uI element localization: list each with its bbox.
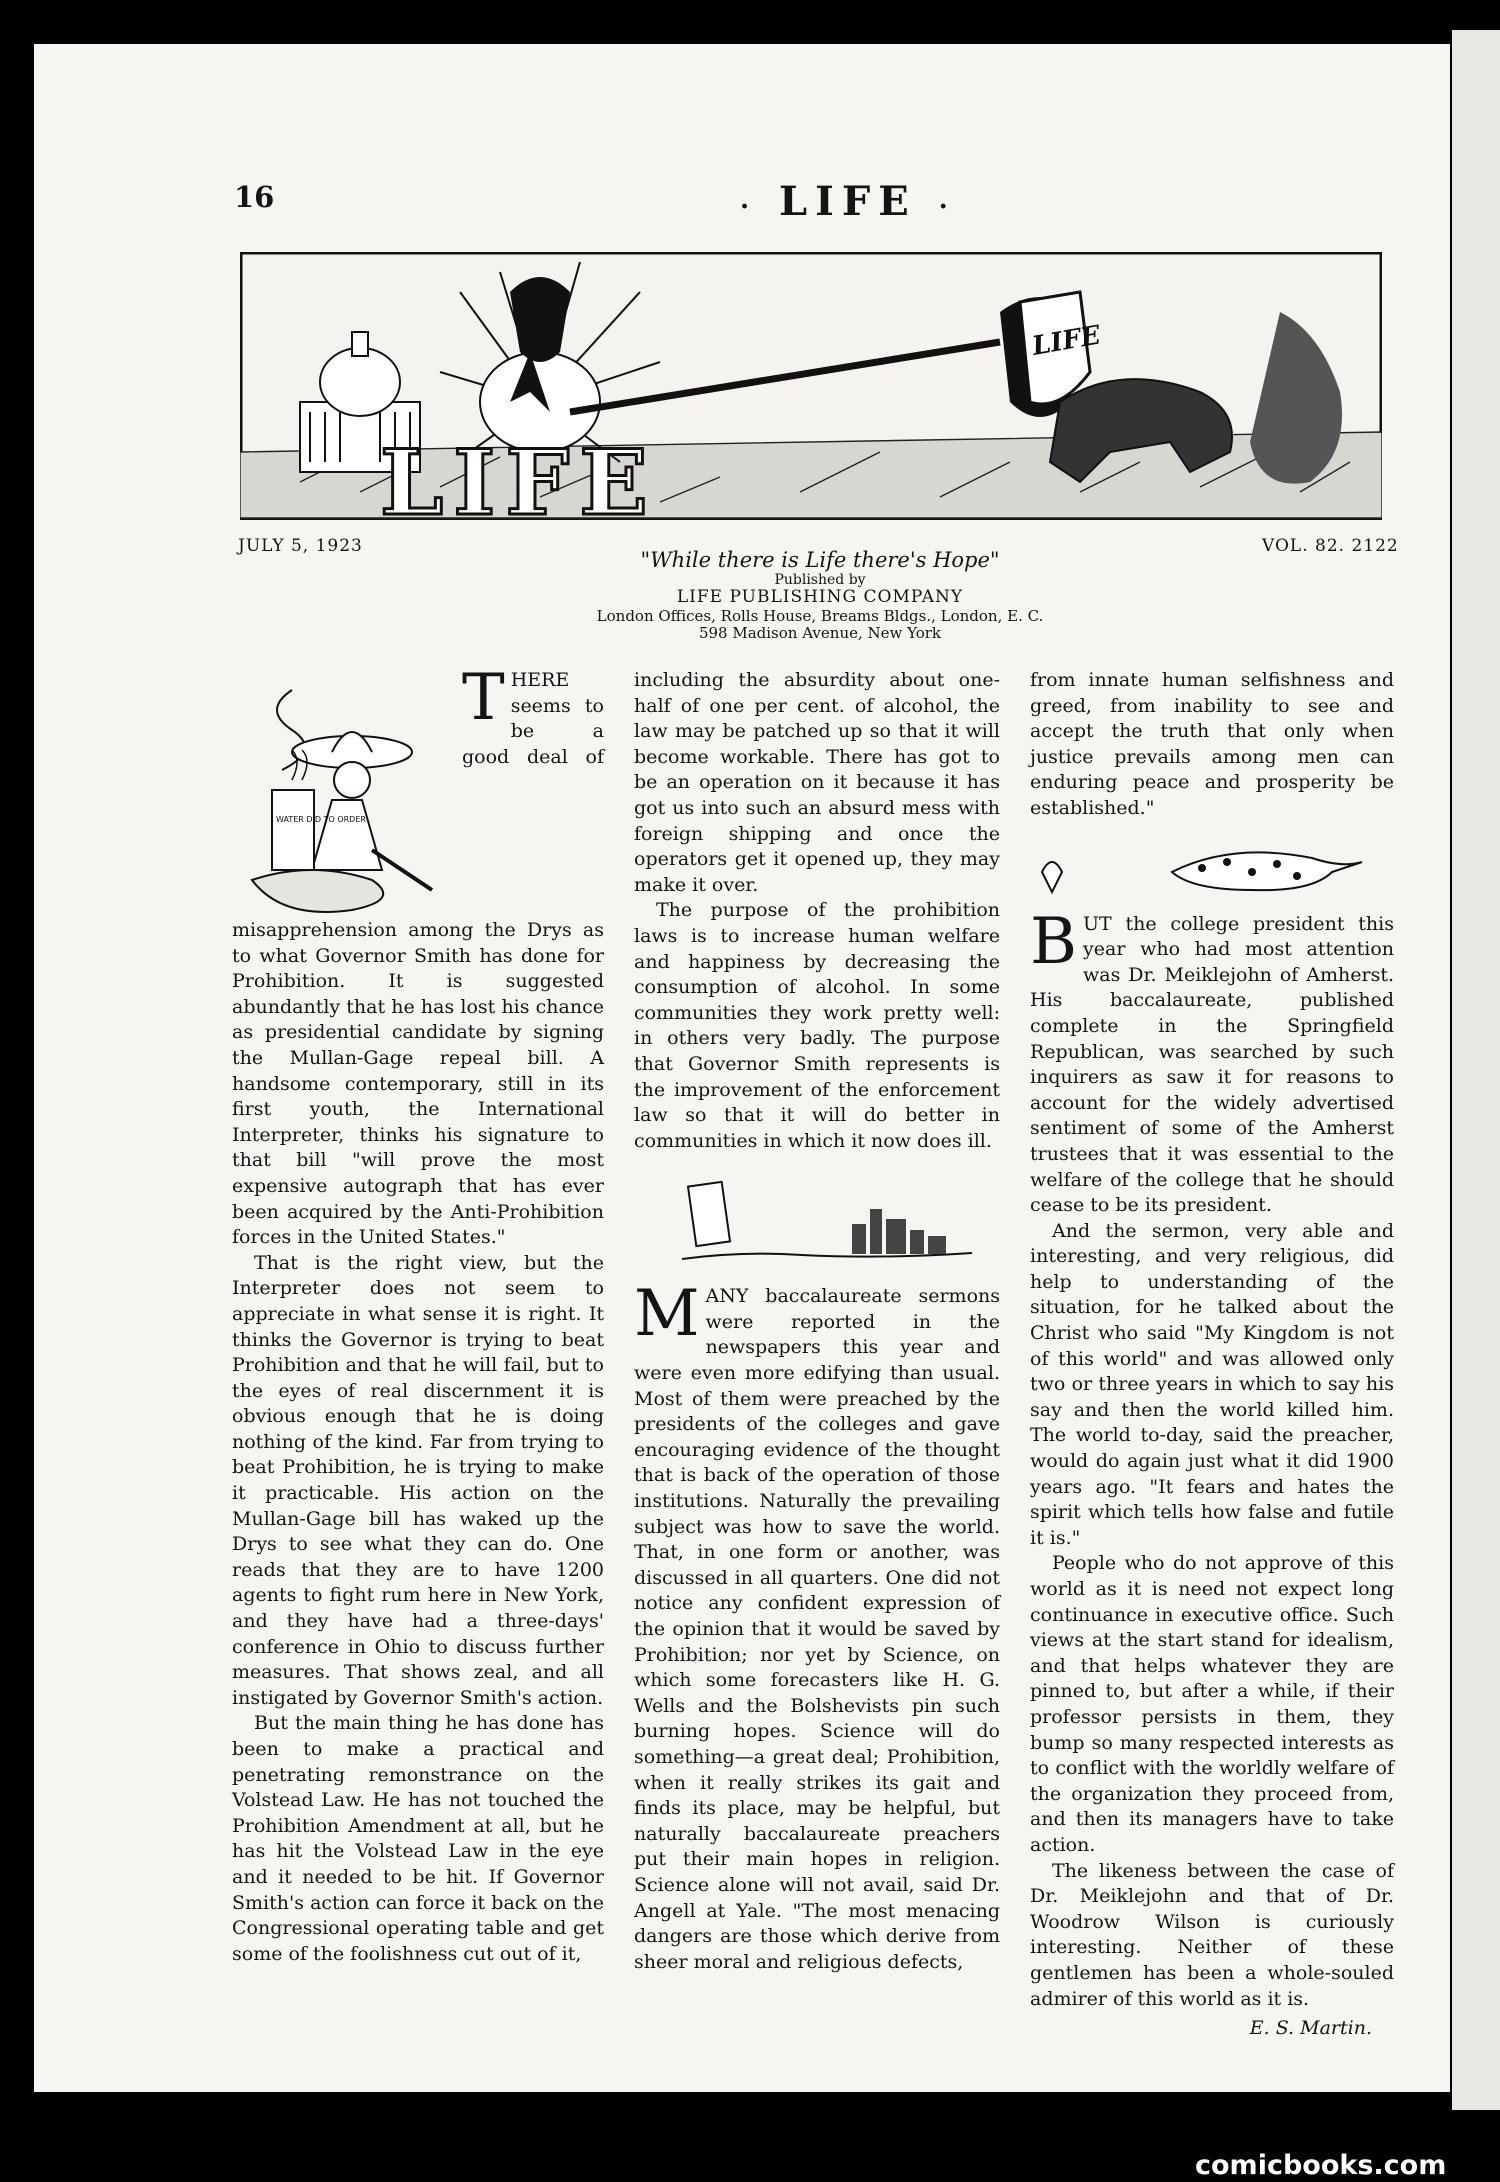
masthead	[320, 548, 1320, 642]
dropcap-t: T	[462, 661, 505, 735]
facing-page-edge	[1452, 30, 1500, 2110]
column-2: including the absurdity about one-half of one per cent. of alcohol, the law may be patched up so that it will become workable. There has got to be an operation on it because it has got us into such an absurd mess with foreign shipping and once the operators get it opened up, they may make it over. The purpose of the prohibition laws is to increase human welfare and happiness by decreasing the consumption of alcohol. In some communities they work pretty well: in others very badly. The purpose that Governor Smith represents is the improvement of the enforcement law so that it will do better in communities in which it now does ill. MANY baccalaureate sermons were reported in the newspapers this year and were even more edifying than usual. Most of them were preached by the presidents of the colleges and gave encouraging evidence of the thought that is back of the operation of those institutions. Naturally the prevailing subject was how to save the world. That, in one form or another, was discussed in all quarters. One did not notice any confident expression of the opinion that it would be saved by Prohibition; nor yet by Science, on which some forecasters like H. G. Wells and the Bolshevists pin such burning hopes. Science will do something—a great deal; Prohibition, when it really strikes its gait and finds its place, may be helpful, but naturally baccalaureate preachers put their main hopes in religion. Science alone will not avail, said Dr. Angell at Yale. "The most menacing dangers are those which derive from sheer moral and religious defects,	[634, 669, 1000, 1973]
column-1: WATER DID TO ORDER THERE seems to be a good deal of misapprehension among the Drys as to what Governor Smith has done for Prohibition. It is suggested abundantly that he has lost his chance as presidential candidate by signing the Mullan-Gage repeal bill. A handsome contemporary, still in its first youth, the International Interpreter, thinks his signature to that bill "will prove the most expensive autograph that has ever been acquired by the Anti-Prohibition forces in the United States." That is the right view, but the Interpreter does not seem to appreciate in what sense it is right. It thinks the Governor is trying to beat Prohibition and that he will fail, but to the eyes of real discernment it is obvious enough that he is doing nothing of the kind. Far from trying to beat Prohibition, he is trying to make it practicable. His action on the Mullan-Gage bill has waked up the Drys to see what they can do. One reads that they are to have 1200 agents to fight rum here in New York, and they have had a three-days' conference in Ohio to discuss further measures. That shows zeal, and all instigated by Governor Smith's action. But the main thing he has done has been to make a practical and penetrating remonstrance on the Volstead Law. He has not touched the Prohibition Amendment at all, but he has hit the Volstead Law in the eye and it needed to be hit. If Governor Smith's action can force it back on the Congressional operating table and get some of the foolishness cut out of it,	[232, 668, 604, 1967]
svg-text:WATER DID TO ORDER: WATER DID TO ORDER	[276, 815, 366, 824]
col3-paragraph-4: People who do not approve of this world as it is need not expect long continuance in executive office. Such views at the start stand for idealism, and that helps whatever they are pinned to, but after a while, if their professor persists in them, they bump so many respected interests as to conflict with the worldly welfare of the organization they proceed from, and then its managers have to take action.	[1030, 1552, 1394, 1856]
col2-paragraph-1: including the absurdity about one-half of one per cent. of alcohol, the law may be patched up so that it will become workable. There has got to be an operation on it because it has got us into such an absurd mess with foreign shipping and once the operators get it opened up, they may make it over.	[634, 669, 1000, 896]
svg-text:LIFE: LIFE	[380, 430, 658, 520]
motto: "While there is Life there's Hope"	[640, 548, 1000, 572]
published-by: Published by	[774, 572, 866, 589]
author-signature: E. S. Martin.	[1249, 2017, 1372, 2040]
col1-paragraph-2: That is the right view, but the Interpreter does not seem to appreciate in what sense it is right. It thinks the Governor is trying to beat Prohibition and that he will fail, but to the eyes of real discernment it is obvious enough that he is doing nothing of the kind. Far from trying to beat Prohibition, he is trying to make it practicable. His action on the Mullan-Gage bill has waked up the Drys to see what they can do. One reads that they are to have 1200 agents to fight rum here in New York, and they have had a three-days' conference in Ohio to discuss further measures. That shows zeal, and all instigated by Governor Smith's action.	[232, 1251, 604, 1709]
dropcap-m: M	[634, 1277, 700, 1352]
site-credit: comicbooks.com	[1195, 2150, 1447, 2181]
col1-paragraph-3: But the main thing he has done has been to make a practical and penetrating remonstrance on the Volstead Law. He has not touched the Prohibition Amendment at all, but he has hit the Volstead Law in the eye and it needed to be hit. If Governor Smith's action can force it back on the Congressional operating table and get some of the foolishness cut out of it,	[232, 1712, 604, 1965]
col3-paragraph-3: And the sermon, very able and interesting, and very religious, did help to understanding of the situation, for he talked about the Christ who said "My Kingdom is not of this world" and was allowed only two or three years in which to say his say and then the world killed him. The world to-day, said the preacher, would do again just what it did 1900 years ago. "It fears and hates the spirit which tells how false and futile it is."	[1030, 1219, 1394, 1549]
volume-number: VOL. 82. 2122	[1262, 536, 1399, 556]
issue-date: JULY 5, 1923	[238, 536, 363, 556]
cartoon-drinker-illustration	[232, 670, 454, 918]
banner-illustration	[240, 252, 1382, 520]
magazine-title: · LIFE ·	[740, 178, 956, 225]
col3-paragraph-1: from innate human selfishness and greed, from inability to see and accept the truth that only when justice prevails among men can enduring peace and prosperity be established."	[1030, 669, 1394, 819]
page-number: 16	[234, 180, 275, 214]
dropcap-b: B	[1030, 904, 1078, 979]
spot-illustration-leopard	[1032, 832, 1392, 902]
svg-text:LIFE: LIFE	[1030, 320, 1103, 362]
spot-illustration-city	[652, 1164, 982, 1274]
column-3: from innate human selfishness and greed, from inability to see and accept the truth that only when justice prevails among men can enduring peace and prosperity be established." BUT the college president this year who had most attention was Dr. Meiklejohn of Amherst. His baccalaureate, published complete in the Springfield Republican, was searched by such inquirers as saw it for reasons to account for the widely advertised sentiment of some of the Amherst trustees that it was essential to the welfare of the college that he should cease to be its president. And the sermon, very able and interesting, and very religious, did help to understanding of the situation, for he talked about the Christ who said "My Kingdom is not of this world" and was allowed only two or three years in which to say his say and then the world killed him. The world to-day, said the preacher, would do again just what it did 1900 years ago. "It fears and hates the spirit which tells how false and futile it is." People who do not approve of this world as it is need not expect long continuance in executive office. Such views at the start stand for idealism, and that helps whatever they are pinned to, but after a while, if their professor persists in them, they bump so many respected interests as to conflict with the worldly welfare of the organization they proceed from, and then its managers have to take action. The likeness between the case of Dr. Meiklejohn and that of Dr. Woodrow Wilson is curiously interesting. Neither of these gentlemen has been a whole-souled admirer of this world as it is. E. S. Martin.	[1030, 668, 1394, 2042]
col3-paragraph-5: The likeness between the case of Dr. Meiklejohn and that of Dr. Woodrow Wilson is curiously interesting. Neither of these gentlemen has been a whole-souled admirer of this world as it is.	[1030, 1859, 1394, 2010]
ny-address: 598 Madison Avenue, New York	[698, 624, 942, 643]
publisher-name: LIFE PUBLISHING COMPANY	[676, 587, 964, 608]
col2-paragraph-2: The purpose of the prohibition laws is to increase human welfare and happiness by decreasing the consumption of alcohol. In some communities they work pretty well: in others very badly. The purpose that Governor Smith represents is the improvement of the enforcement law so that it will do better in communities in which it now does ill.	[634, 899, 1000, 1152]
london-office: London Offices, Rolls House, Breams Bldgs., London, E. C.	[596, 606, 1044, 625]
